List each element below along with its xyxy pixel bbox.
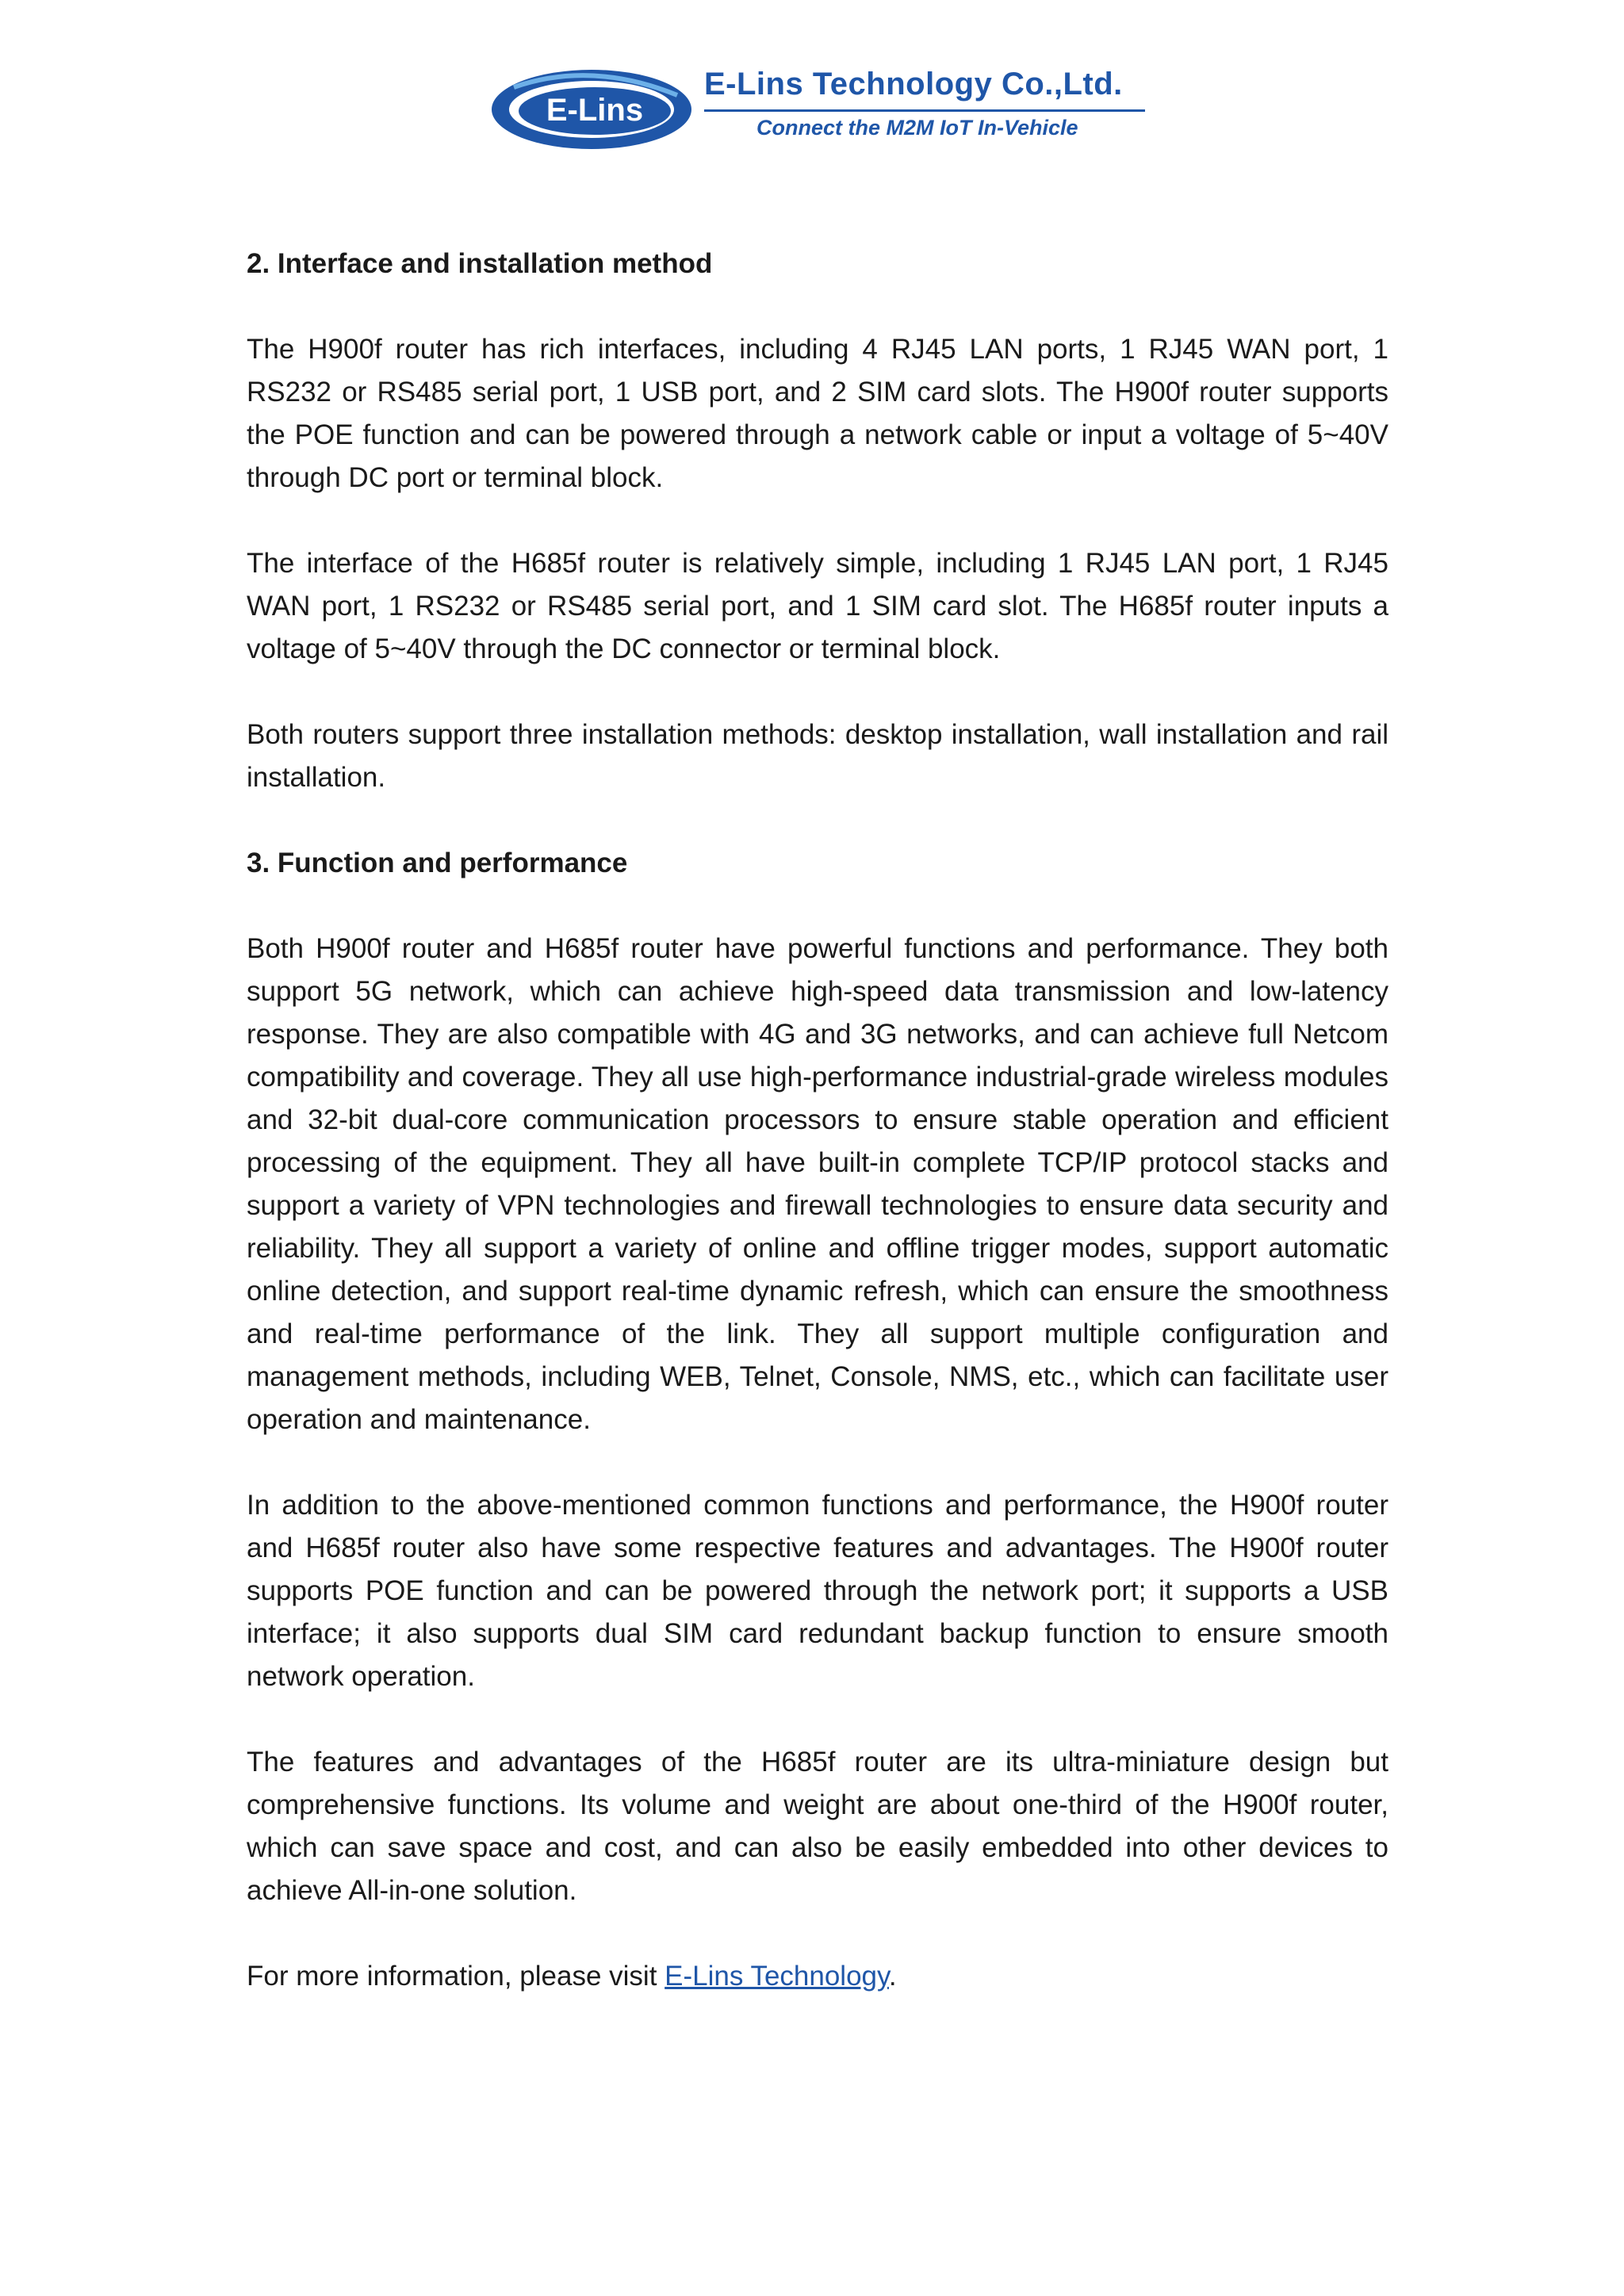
more-info-line: [247, 1955, 1388, 1998]
section-heading-interface: 2. Interface and installation method: [247, 248, 713, 279]
e-lins-emblem-icon: [490, 63, 704, 152]
company-name: E-Lins Technology Co.,Ltd.: [704, 67, 1123, 101]
paragraph: In addition to the above-mentioned common functions and performance, the H900f router and H685f router also have some respective features and advantages. The H900f router supports POE function and can be powered through the network port; it supports a USB interface; it also supports dual SIM card redundant backup function to ensure smooth network operation.: [247, 1490, 1388, 1692]
more-info-prefix: For more information, please visit: [247, 1961, 665, 1992]
company-tagline: Connect the M2M IoT In-Vehicle: [756, 116, 1078, 140]
paragraph: The interface of the H685f router is relatively simple, including 1 RJ45 LAN port, 1 RJ45 WAN port, 1 RS232 or RS485 serial port, and 1 SIM card slot. The H685f router inputs a voltage of 5~40V through the DC connector or terminal block.: [247, 548, 1388, 664]
article-body: [247, 243, 1388, 2041]
paragraph: Both routers support three installation methods: desktop installation, wall installation and rail installation.: [247, 719, 1388, 793]
paragraph: The H900f router has rich interfaces, including 4 RJ45 LAN ports, 1 RJ45 WAN port, 1 RS232 or RS485 serial port, 1 USB port, and 2 SIM card slots. The H900f router supports the POE function and can be powered through a network cable or input a voltage of 5~40V through DC port or terminal block.: [247, 334, 1388, 493]
more-info-suffix: .: [888, 1961, 897, 1992]
section-heading-function: 3. Function and performance: [247, 848, 628, 878]
e-lins-technology-link[interactable]: E-Lins Technology: [665, 1961, 889, 1992]
paragraph: The features and advantages of the H685f router are its ultra-miniature design but comprehensive functions. Its volume and weight are about one-third of the H900f router, which can save space and cost, and can also be easily embedded into other devices to achieve All-in-one solution.: [247, 1747, 1388, 1906]
logo-underline: [704, 109, 1145, 112]
paragraph: Both H900f router and H685f router have powerful functions and performance. They both support 5G network, which can achieve high-speed data transmission and low-latency response. They are also compatible with 4G and 3G networks, and can achieve full Netcom compatibility and coverage. They all use high-performance industrial-grade wireless modules and 32-bit dual-core communication processors to ensure stable operation and efficient processing of the equipment. They all have built-in complete TCP/IP protocol stacks and support a variety of VPN technologies and firewall technologies to ensure data security and reliability. They all support a variety of online and offline trigger modes, support automatic online detection, and support real-time dynamic refresh, which can ensure the smoothness and real-time performance of the link. They all support multiple configuration and management methods, including WEB, Telnet, Console, NMS, etc., which can facilitate user operation and maintenance.: [247, 933, 1388, 1435]
company-logo: [490, 63, 1156, 152]
logo-mark-text: E-Lins: [546, 93, 644, 128]
